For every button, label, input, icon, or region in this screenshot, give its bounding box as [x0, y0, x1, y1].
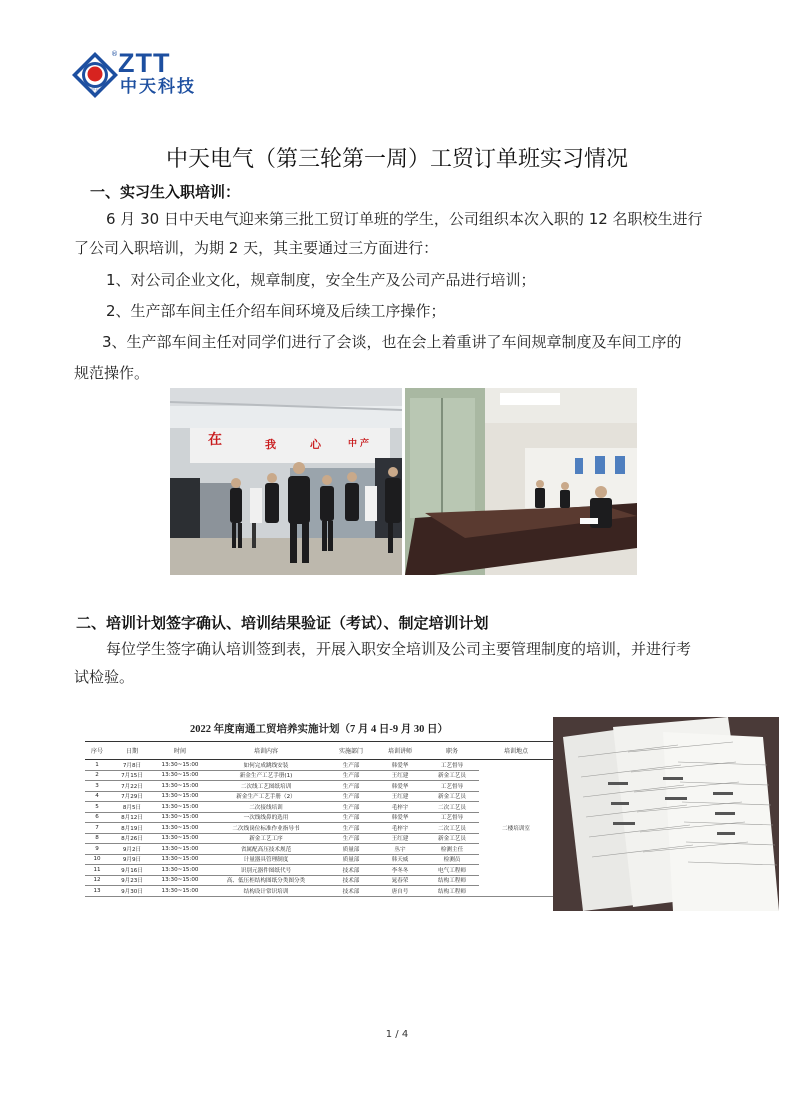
table-cell: 13:30~15:00	[155, 865, 205, 876]
table-cell: 结构工程师	[425, 886, 479, 897]
table-cell: 生产部	[327, 781, 375, 792]
table-row	[85, 760, 553, 771]
registered-mark: ®	[111, 50, 118, 58]
table-cell: 9月23日	[109, 875, 155, 886]
table-cell: 9月30日	[109, 886, 155, 897]
table-cell: 8月19日	[109, 823, 155, 834]
section-2-heading: 二、培训计划签字确认、培训结果验证（考试）、制定培训计划	[76, 614, 489, 632]
table-cell: 二次工艺员	[425, 802, 479, 813]
table-cell: 韩爱华	[375, 760, 425, 771]
table-cell: 二次接线培训	[205, 802, 327, 813]
table-cell: 高、低压柜结构图纸分类图分类	[205, 875, 327, 886]
table-cell: 生产部	[327, 802, 375, 813]
table-cell: 生产部	[327, 791, 375, 802]
table-cell: 新金工艺员	[425, 791, 479, 802]
table-cell: 10	[85, 854, 109, 865]
plan-table-title: 2022 年度南通工贸培养实施计划（7 月 4 日-9 月 30 日）	[189, 724, 449, 735]
plan-table-grid	[85, 741, 553, 897]
table-cell: 8月12日	[109, 812, 155, 823]
training-item-3-line-1: 3、生产部车间主任对同学们进行了会谈，也在会上着重讲了车间规章制度及车间工序的	[102, 333, 682, 351]
table-cell: 新金生产工艺手册（2）	[205, 791, 327, 802]
page-title: 中天电气（第三轮第一周）工贸订单班实习情况	[165, 147, 628, 172]
table-cell: 技术部	[327, 865, 375, 876]
table-cell: 7	[85, 823, 109, 834]
table-cell: 8月5日	[109, 802, 155, 813]
svg-text:在: 在	[208, 432, 222, 448]
table-cell: 结构设计常识培训	[205, 886, 327, 897]
table-cell: 13:30~15:00	[155, 781, 205, 792]
table-cell: 王红建	[375, 833, 425, 844]
table-cell: 省属配高压技术规范	[205, 844, 327, 855]
table-cell: 韩爱华	[375, 812, 425, 823]
training-plan-table	[85, 717, 553, 915]
table-cell: 生产部	[327, 833, 375, 844]
table-cell: 新金生产工艺手册(1)	[205, 770, 327, 781]
training-item-2: 2、生产部车间主任介绍车间环境及后续工序操作；	[106, 302, 446, 320]
table-cell: 毛梓宇	[375, 802, 425, 813]
brand-name-cn: 中天科技	[120, 77, 196, 97]
table-cell: 13:30~15:00	[155, 886, 205, 897]
section-1-paragraph-line-2: 了公司入职培训，为期 2 天，其主要通过三方面进行：	[74, 239, 439, 257]
table-cell: 韩爱华	[375, 781, 425, 792]
table-cell: 毛梓宇	[375, 823, 425, 834]
signed-sheets-photo	[553, 717, 779, 911]
table-cell: 二次线岗位标准作业指导书	[205, 823, 327, 834]
table-cell: 9	[85, 844, 109, 855]
header-position: 职务	[425, 742, 479, 760]
header-content: 培训内容	[205, 742, 327, 760]
table-cell: 质量部	[327, 854, 375, 865]
meeting-room-photo	[405, 388, 637, 575]
header-date: 日期	[109, 742, 155, 760]
table-cell: 13	[85, 886, 109, 897]
table-cell: 13:30~15:00	[155, 791, 205, 802]
table-cell: 生产部	[327, 760, 375, 771]
table-cell: 结构工程师	[425, 875, 479, 886]
table-cell: 7月8日	[109, 760, 155, 771]
table-cell: 8	[85, 833, 109, 844]
table-cell: 8月26日	[109, 833, 155, 844]
table-cell: 6	[85, 812, 109, 823]
table-cell: 7月15日	[109, 770, 155, 781]
table-cell: 检测员	[425, 854, 479, 865]
table-cell: 质量部	[327, 844, 375, 855]
workshop-tour-photo	[170, 388, 402, 575]
section-2-paragraph-line-2: 试检验。	[74, 668, 135, 686]
table-cell: 生产部	[327, 823, 375, 834]
table-cell: 二次工艺员	[425, 823, 479, 834]
table-cell: 13:30~15:00	[155, 823, 205, 834]
table-cell: 13:30~15:00	[155, 802, 205, 813]
header-index: 序号	[85, 742, 109, 760]
table-cell: 技术部	[327, 875, 375, 886]
table-cell: 晁春荣	[375, 875, 425, 886]
table-cell: 唐自号	[375, 886, 425, 897]
header-lecturer: 培训讲师	[375, 742, 425, 760]
table-cell: 如何完成跳线安装	[205, 760, 327, 771]
table-cell: 李冬冬	[375, 865, 425, 876]
svg-text:心: 心	[310, 438, 321, 451]
table-cell: 7月29日	[109, 791, 155, 802]
table-cell: 检测主任	[425, 844, 479, 855]
table-cell: 生产部	[327, 770, 375, 781]
table-cell: 计量器具管理制度	[205, 854, 327, 865]
table-cell: 一次线线鼻的选用	[205, 812, 327, 823]
section-1-heading: 一、实习生入职培训：	[90, 183, 241, 201]
table-cell: 二次线工艺图纸培训	[205, 781, 327, 792]
table-cell: 13:30~15:00	[155, 833, 205, 844]
table-cell: 工艺督导	[425, 760, 479, 771]
training-location-cell: 二楼培训室	[479, 760, 553, 897]
table-cell: 技术部	[327, 886, 375, 897]
svg-text:产: 产	[360, 439, 370, 449]
header-time: 时间	[155, 742, 205, 760]
svg-text:我: 我	[265, 438, 276, 451]
table-cell: 1	[85, 760, 109, 771]
table-cell: 13:30~15:00	[155, 770, 205, 781]
svg-text:中: 中	[348, 439, 358, 449]
table-cell: 新金工艺员	[425, 770, 479, 781]
table-cell: 13:30~15:00	[155, 875, 205, 886]
page-number: 1 / 4	[385, 1029, 409, 1040]
table-cell: 识别元器件图纸代号	[205, 865, 327, 876]
table-cell: 7月22日	[109, 781, 155, 792]
table-cell: 电气工程师	[425, 865, 479, 876]
training-item-3-line-2: 规范操作。	[74, 364, 150, 382]
table-cell: 王红建	[375, 770, 425, 781]
table-cell: 13:30~15:00	[155, 844, 205, 855]
table-cell: 9月16日	[109, 865, 155, 876]
table-cell: 韩天威	[375, 854, 425, 865]
table-cell: 13:30~15:00	[155, 812, 205, 823]
table-cell: 12	[85, 875, 109, 886]
table-cell: 工艺督导	[425, 781, 479, 792]
svg-text:中天: 中天	[91, 87, 99, 92]
table-cell: 王红建	[375, 791, 425, 802]
table-cell: 9月2日	[109, 844, 155, 855]
table-cell: 2	[85, 770, 109, 781]
table-cell: 13:30~15:00	[155, 760, 205, 771]
brand-name: ZTT	[118, 48, 171, 78]
table-cell: 5	[85, 802, 109, 813]
table-cell: 13:30~15:00	[155, 854, 205, 865]
table-cell: 3	[85, 781, 109, 792]
table-cell: 11	[85, 865, 109, 876]
header-location: 培训地点	[479, 742, 553, 760]
table-cell: 新金工艺工序	[205, 833, 327, 844]
table-cell: 工艺督导	[425, 812, 479, 823]
training-item-1: 1、对公司企业文化，规章制度，安全生产及公司产品进行培训；	[106, 271, 536, 289]
table-cell: 丛宇	[375, 844, 425, 855]
header-department: 实施部门	[327, 742, 375, 760]
table-cell: 生产部	[327, 812, 375, 823]
table-cell: 9月9日	[109, 854, 155, 865]
table-cell: 4	[85, 791, 109, 802]
table-cell: 新金工艺员	[425, 833, 479, 844]
section-1-paragraph-line-1: 6 月 30 日中天电气迎来第三批工贸订单班的学生，公司组织本次入职的 12 名职校生进行	[106, 210, 703, 228]
section-2-paragraph-line-1: 每位学生签字确认培训签到表，开展入职安全培训及公司主要管理制度的培训，并进行考	[106, 640, 692, 658]
